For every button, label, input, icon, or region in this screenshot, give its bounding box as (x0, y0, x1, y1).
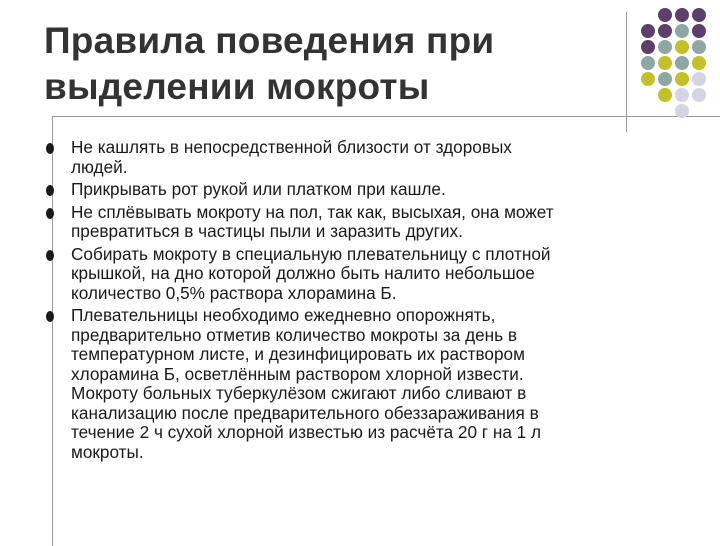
decorative-dot (641, 40, 655, 54)
decorative-dot (641, 88, 655, 102)
decorative-dot (692, 8, 706, 22)
decorative-dot (692, 40, 706, 54)
bullet-text-line: предварительно отметив количество мокроты за день в (71, 324, 518, 345)
decorative-dot (641, 56, 655, 70)
bullet-text-line: Плевательницы необходимо ежедневно опорожнять, (71, 305, 496, 325)
decorative-dot (692, 104, 706, 118)
bullet-item (46, 306, 676, 462)
decorative-dot (641, 72, 655, 86)
slide-title-line: Правила поведения при (44, 20, 495, 61)
bullet-text-line: количество 0,5% раствора хлорамина Б. (71, 282, 397, 303)
decorative-dot (675, 24, 689, 38)
bullet-text-line: Не сплёвывать мокроту на пол, так как, высыхая, она может (71, 201, 554, 222)
decorative-dot (675, 8, 689, 22)
bullet-dot-icon (46, 311, 54, 322)
decorative-dot (658, 72, 672, 86)
decorative-dot (675, 72, 689, 86)
bullet-dot-icon (46, 185, 54, 196)
bullet-dot-icon (46, 250, 54, 261)
bullet-dot-icon (46, 208, 54, 219)
bullet-dot-icon (46, 143, 54, 154)
decorative-dot (692, 72, 706, 86)
decorative-dot (675, 56, 689, 70)
decorative-dot (692, 56, 706, 70)
horizontal-divider (52, 116, 720, 117)
decorative-dot (641, 8, 655, 22)
decorative-dot (658, 56, 672, 70)
bullet-text-line: температурном листе, и дезинфицировать их раствором (71, 344, 525, 364)
slide-title (44, 18, 604, 110)
vertical-divider (626, 12, 627, 132)
decorative-dot (675, 40, 689, 54)
decorative-dot (658, 8, 672, 22)
bullet-text-line: Прикрывать рот рукой или платком при кашле. (71, 179, 446, 199)
bullet-text-line: течение 2 ч сухой хлорной известью из расчёта 20 г на 1 л (71, 422, 542, 442)
decorative-dot (692, 88, 706, 102)
decorative-dot (675, 88, 689, 102)
bullet-text-line: превратиться в частицы пыли и заразить других. (71, 221, 463, 241)
decorative-dot (658, 40, 672, 54)
bullet-text-line: хлорамина Б, осветлённым раствором хлорной извести. (71, 363, 524, 384)
decorative-dot (641, 104, 655, 118)
decorative-dot (658, 104, 672, 118)
decorative-dot (675, 104, 689, 118)
decorative-dot (658, 24, 672, 38)
bullet-item (46, 203, 676, 242)
bullet-item (46, 138, 676, 177)
bullet-text-line: Мокроту больных туберкулёзом сжигают либо сливают в (71, 383, 527, 403)
decorative-dot (692, 24, 706, 38)
bullet-text-line: канализацию после предварительного обеззараживания в (71, 402, 539, 423)
bullet-item (46, 180, 676, 200)
bullet-list (46, 138, 676, 465)
decorative-dot (641, 24, 655, 38)
slide-title-line: выделении мокроты (44, 66, 430, 107)
bullet-text-line: мокроты. (71, 441, 144, 462)
bullet-text-line: Не кашлять в непосредственной близости от здоровых (71, 137, 512, 157)
bullet-text-line: крышкой, на дно которой должно быть налито небольшое (71, 263, 535, 283)
decorative-dot-grid (641, 8, 706, 119)
bullet-text-line: людей. (71, 156, 128, 177)
decorative-dot (658, 88, 672, 102)
bullet-item (46, 245, 676, 304)
bullet-text-line: Собирать мокроту в специальную плевательницу с плотной (71, 243, 551, 264)
